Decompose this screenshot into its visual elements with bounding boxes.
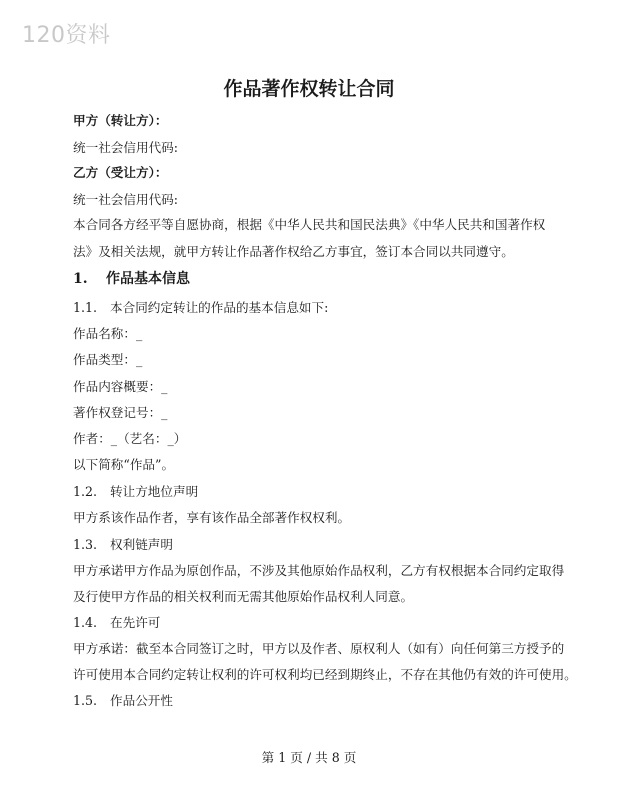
subsection-body: 甲方承诺甲方作品为原创作品，不涉及其他原始作品权利，乙方有权根据本合同约定取得 (73, 563, 565, 578)
field-work-summary: 作品内容概要：_ (73, 379, 168, 394)
field-registration-number: 著作权登记号：_ (73, 405, 168, 420)
subsection-title: 转让方地位声明 (110, 484, 199, 499)
subsection-1-2 (73, 484, 198, 500)
subsection-title: 在先许可 (110, 615, 161, 630)
subsection-number: 1.2. (73, 484, 98, 499)
subsection-number: 1.1. (73, 300, 98, 315)
subsection-1-4 (73, 615, 160, 631)
field-work-type: 作品类型：_ (73, 352, 143, 367)
field-abbreviation-note: 以下简称“作品”。 (73, 457, 175, 472)
subsection-title: 权利链声明 (110, 537, 173, 552)
subsection-body: 及行使甲方作品的相关权利而无需其他原始作品权利人同意。 (73, 589, 414, 604)
subsection-body: 许可使用本合同约定转让权利的许可权利均已经到期终止，不存在其他仍有效的许可使用。 (73, 667, 577, 682)
subsection-1-5 (73, 693, 173, 709)
party-b-credit-code: 统一社会信用代码: (73, 192, 178, 207)
subsection-number: 1.3. (73, 537, 98, 552)
page-footer: 第 1 页 / 共 8 页 (261, 750, 357, 765)
party-b-label: 乙方（受让方）： (73, 165, 168, 180)
subsection-number: 1.4. (73, 615, 98, 630)
party-a-label: 甲方（转让方）： (73, 113, 168, 128)
section-title: 作品基本信息 (106, 271, 190, 287)
subsection-body: 甲方承诺：截至本合同签订之时，甲方以及作者、原权利人（如有）向任何第三方授予的 (73, 641, 565, 656)
watermark: 120资料 (22, 23, 111, 48)
subsection-body: 甲方系该作品作者，享有该作品全部著作权权利。 (73, 510, 351, 525)
preamble-line: 法》及相关法规，就甲方转让作品著作权给乙方事宜，签订本合同以共同遵守。 (73, 244, 514, 259)
subsection-number: 1.5. (73, 693, 98, 708)
field-work-name: 作品名称：_ (73, 326, 143, 341)
field-author: 作者：_（艺名：_） (73, 431, 187, 446)
section-1-heading (73, 270, 190, 288)
document-title: 作品著作权转让合同 (223, 78, 395, 100)
party-a-credit-code: 统一社会信用代码: (73, 140, 178, 155)
preamble-line: 本合同各方经平等自愿协商，根据《中华人民共和国民法典》《中华人民共和国著作权 (73, 217, 546, 232)
subsection-1-3 (73, 537, 173, 553)
subsection-1-1 (73, 300, 328, 316)
section-number: 1. (73, 271, 88, 287)
subsection-text: 本合同约定转让的作品的基本信息如下: (110, 300, 329, 315)
subsection-title: 作品公开性 (110, 693, 173, 708)
